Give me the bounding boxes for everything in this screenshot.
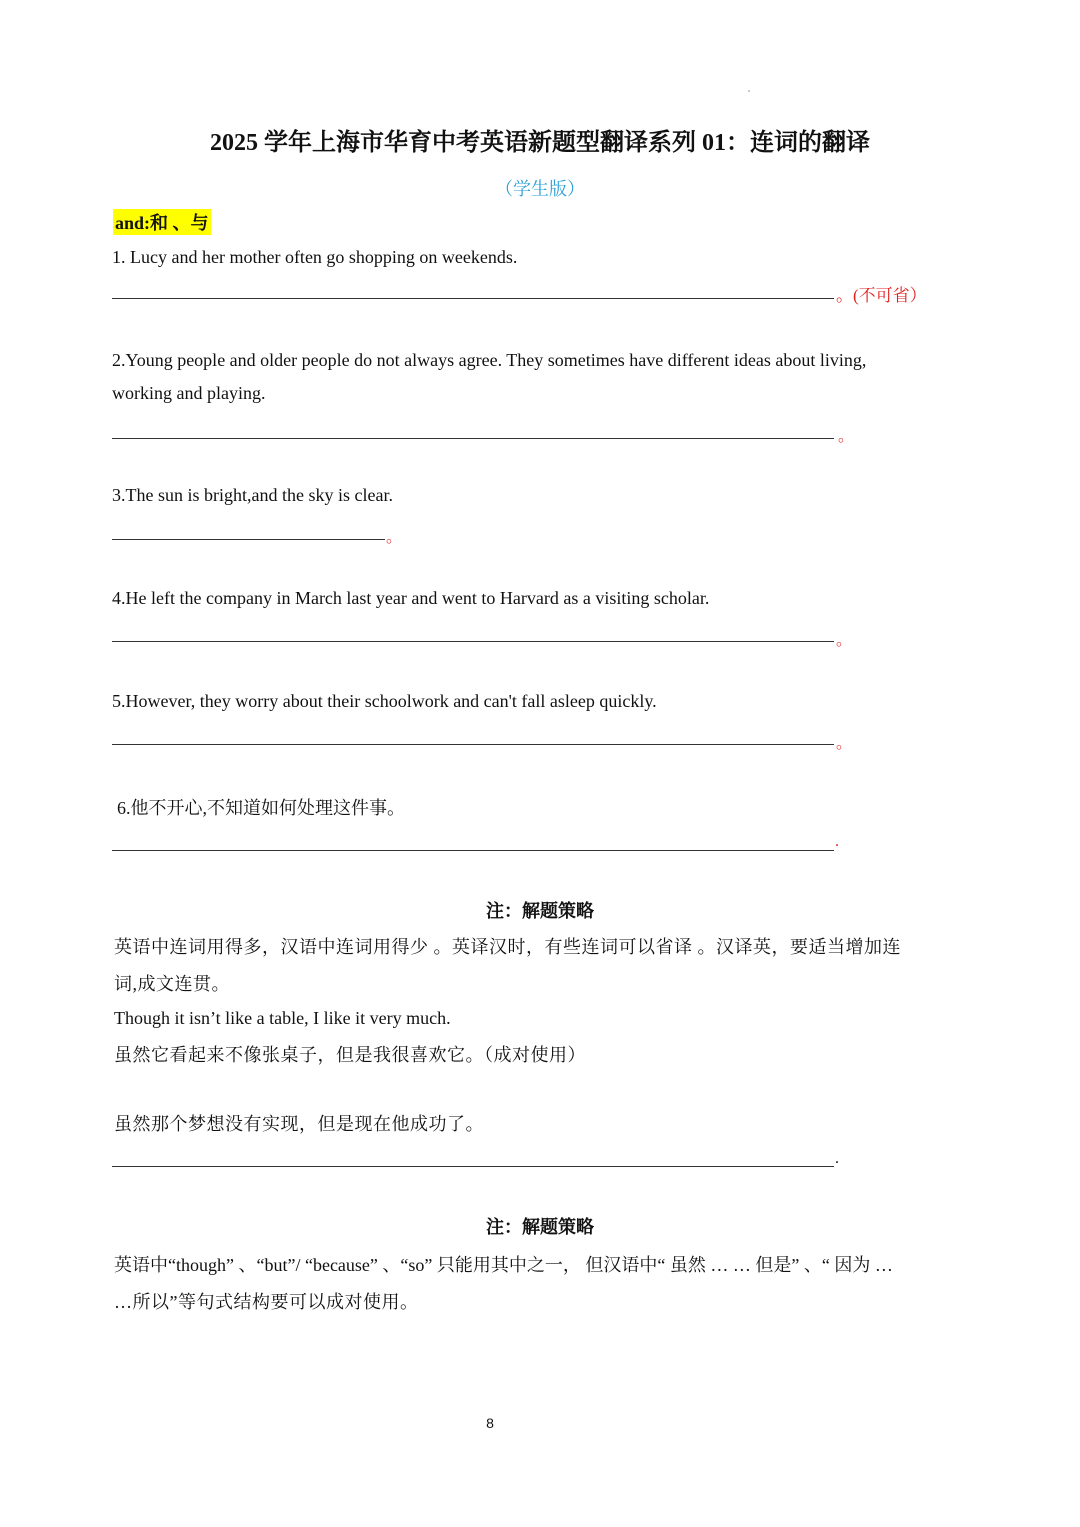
answer-end-4: 。 <box>836 632 853 649</box>
answer-line-5[interactable] <box>112 744 834 745</box>
answer-line-6[interactable] <box>112 850 834 851</box>
answer-line-1[interactable] <box>112 298 834 299</box>
note-2-line-2: …所以”等句式结构要可以成对使用。 <box>114 1292 419 1312</box>
answer-end-6: . <box>835 833 839 850</box>
question-6: 6.他不开心,不知道如何处理这件事。 <box>117 798 405 818</box>
note-heading-2: 注：解题策略 <box>486 1217 594 1237</box>
question-1: 1. Lucy and her mother often go shopping on weekends. <box>112 247 518 267</box>
answer-end-3: 。 <box>386 529 403 546</box>
document-subtitle: （学生版） <box>495 179 585 199</box>
question-4: 4.He left the company in March last year and went to Harvard as a visiting scholar. <box>112 588 710 608</box>
question-3: 3.The sun is bright,and the sky is clear. <box>112 485 393 505</box>
answer-end-1: 。(不可省） <box>836 286 927 305</box>
page-number: 8 <box>486 1415 494 1431</box>
answer-line-7[interactable] <box>112 1166 834 1167</box>
document-title: 2025 学年上海市华育中考英语新题型翻译系列 01：连词的翻译 <box>210 130 870 156</box>
note-1-example-en: Though it isn’t like a table, I like it very much. <box>114 1008 451 1028</box>
section-label: and:和 、与 <box>113 209 211 235</box>
note-heading-1: 注：解题策略 <box>486 901 594 921</box>
note-1-line-2: 词,成文连贯。 <box>114 974 230 994</box>
faint-mark <box>748 90 750 92</box>
note-2-line-1: 英语中“though” 、“but”/ “because” 、“so” 只能用其中之一， 但汉语中“ 虽然 … … 但是” 、“ 因为 … <box>114 1255 893 1275</box>
answer-line-3[interactable] <box>112 539 385 540</box>
question-2-line-2: working and playing. <box>112 383 266 403</box>
answer-line-4[interactable] <box>112 641 834 642</box>
answer-end-2: 。 <box>838 428 855 445</box>
question-2-line-1: 2.Young people and older people do not always agree. They sometimes have different ideas about living, <box>112 350 867 370</box>
question-5: 5.However, they worry about their schoolwork and can't fall asleep quickly. <box>112 691 657 711</box>
note-1-line-1: 英语中连词用得多，汉语中连词用得少 。英译汉时，有些连词可以省译 。汉译英，要适当增加连 <box>114 937 901 957</box>
answer-end-5: 。 <box>836 735 853 752</box>
answer-end-7: . <box>835 1150 839 1167</box>
note-1-example-zh: 虽然它看起来不像张桌子，但是我很喜欢它。（成对使用） <box>114 1045 586 1065</box>
answer-line-2[interactable] <box>112 438 834 439</box>
question-7: 虽然那个梦想没有实现，但是现在他成功了。 <box>114 1114 484 1134</box>
